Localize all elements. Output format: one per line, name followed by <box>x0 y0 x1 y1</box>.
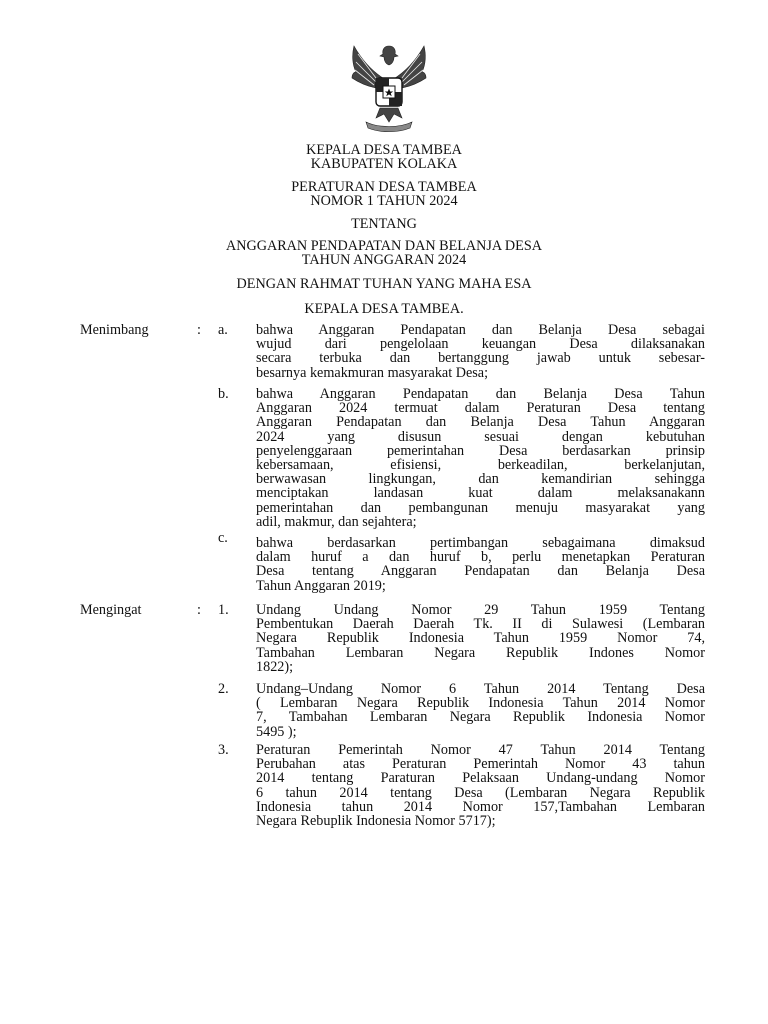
item-number: c. <box>218 530 228 546</box>
text-line: 1822); <box>256 658 294 675</box>
text-line: Perubahan atas Peraturan Pemerintah Nomor 43 tahun <box>256 756 705 773</box>
text-line: Undang Undang Nomor 29 Tahun 1959 Tentang <box>256 602 705 618</box>
garuda-emblem-icon <box>346 34 432 134</box>
text-line: Anggaran Pendapatan dan Belanja Desa Tahun Anggaran <box>256 414 705 431</box>
tentang-label: TENTANG <box>351 216 417 232</box>
item-number: 2. <box>218 681 229 697</box>
subject-line-1: ANGGARAN PENDAPATAN DAN BELANJA DESA <box>225 238 542 254</box>
subject-line-2: TAHUN ANGGARAN 2024 <box>301 252 467 269</box>
text-line: bahwa Anggaran Pendapatan dan Belanja Desa sebagai <box>256 322 705 338</box>
text-line: 5495 ); <box>256 723 297 740</box>
mengingat-item-2 <box>256 682 705 739</box>
item-number: 3. <box>218 742 229 758</box>
text-line: Tahun Anggaran 2019; <box>256 577 386 594</box>
menimbang-colon: : <box>197 322 201 338</box>
menimbang-item-a <box>256 323 705 380</box>
regulation-subject <box>0 239 768 267</box>
mengingat-item-3 <box>256 743 705 828</box>
text-line: berwawasan lingkungan, dan kemandirian sehingga <box>256 471 705 488</box>
menimbang-label: Menimbang <box>80 322 149 338</box>
text-line: pemerintahan dan pembangunan menuju masyarakat yang <box>256 499 705 516</box>
document-header <box>0 143 768 171</box>
regulation-number: NOMOR 1 TAHUN 2024 <box>310 193 458 210</box>
text-line: Negara Republik Indonesia Tahun 1959 Nomor 74, <box>256 630 705 647</box>
text-line: menciptakan landasan kuat dalam melaksanakann <box>256 485 705 502</box>
mengingat-colon: : <box>197 602 201 618</box>
mengingat-label: Mengingat <box>80 602 142 618</box>
text-line: 7, Tambahan Lembaran Negara Republik Indonesia Nomor <box>256 709 705 726</box>
text-line: bahwa Anggaran Pendapatan dan Belanja Desa Tahun <box>256 386 705 402</box>
text-line: penyelenggaraan pemerintahan Desa berdasarkan prinsip <box>256 442 705 459</box>
menimbang-item-c <box>256 536 705 593</box>
text-line: 6 tahun 2014 tentang Desa (Lembaran Negara Republik <box>256 784 705 801</box>
text-line: Pembentukan Daerah Daerah Tk. II di Sulawesi (Lembaran <box>256 616 705 633</box>
invocation <box>0 277 768 291</box>
text-line: wujud dari pengelolaan keuangan Desa dilaksanakan <box>256 336 705 353</box>
text-line: besarnya kemakmuran masyarakat Desa; <box>256 364 489 381</box>
regency-name: KABUPATEN KOLAKA <box>310 156 458 173</box>
text-line: 2014 tentang Paraturan Pelaksaan Undang-undang Nomor <box>256 770 705 787</box>
text-line: Indonesia tahun 2014 Nomor 157,Tambahan Lembaran <box>256 798 705 815</box>
official-title: KEPALA DESA TAMBEA <box>306 142 462 158</box>
text-line: bahwa berdasarkan pertimbangan sebagaimana dimaksud <box>256 535 705 551</box>
text-line: dalam huruf a dan huruf b, perlu menetapkan Peraturan <box>256 549 705 566</box>
text-line: secara terbuka dan bertanggung jawab untuk sebesar- <box>256 350 705 367</box>
text-line: adil, makmur, dan sejahtera; <box>256 513 417 530</box>
invocation-text: DENGAN RAHMAT TUHAN YANG MAHA ESA <box>236 276 532 292</box>
item-number: 1. <box>218 602 229 618</box>
issuer-text: KEPALA DESA TAMBEA. <box>304 301 464 317</box>
about-label <box>0 217 768 231</box>
text-line: ( Lembaran Negara Republik Indonesia Tahun 2014 Nomor <box>256 695 705 712</box>
item-number: a. <box>218 322 228 338</box>
text-line: kebersamaan, efisiensi, berkeadilan, berkelanjutan, <box>256 457 705 474</box>
text-line: Undang–Undang Nomor 6 Tahun 2014 Tentang Desa <box>256 681 705 697</box>
menimbang-item-b <box>256 387 705 529</box>
text-line: Peraturan Pemerintah Nomor 47 Tahun 2014 Tentang <box>256 742 705 758</box>
text-line: 2024 yang disusun sesuai dengan kebutuhan <box>256 428 705 445</box>
regulation-title: PERATURAN DESA TAMBEA <box>291 179 477 195</box>
mengingat-item-1 <box>256 603 705 674</box>
text-line: Desa tentang Anggaran Pendapatan dan Belanja Desa <box>256 563 705 580</box>
regulation-heading <box>0 180 768 208</box>
text-line: Tambahan Lembaran Negara Republik Indones Nomor <box>256 644 705 661</box>
issuer <box>0 302 768 316</box>
item-number: b. <box>218 386 229 402</box>
text-line: Anggaran 2024 termuat dalam Peraturan Desa tentang <box>256 400 705 417</box>
text-line: Negara Rebuplik Indonesia Nomor 5717); <box>256 813 496 830</box>
